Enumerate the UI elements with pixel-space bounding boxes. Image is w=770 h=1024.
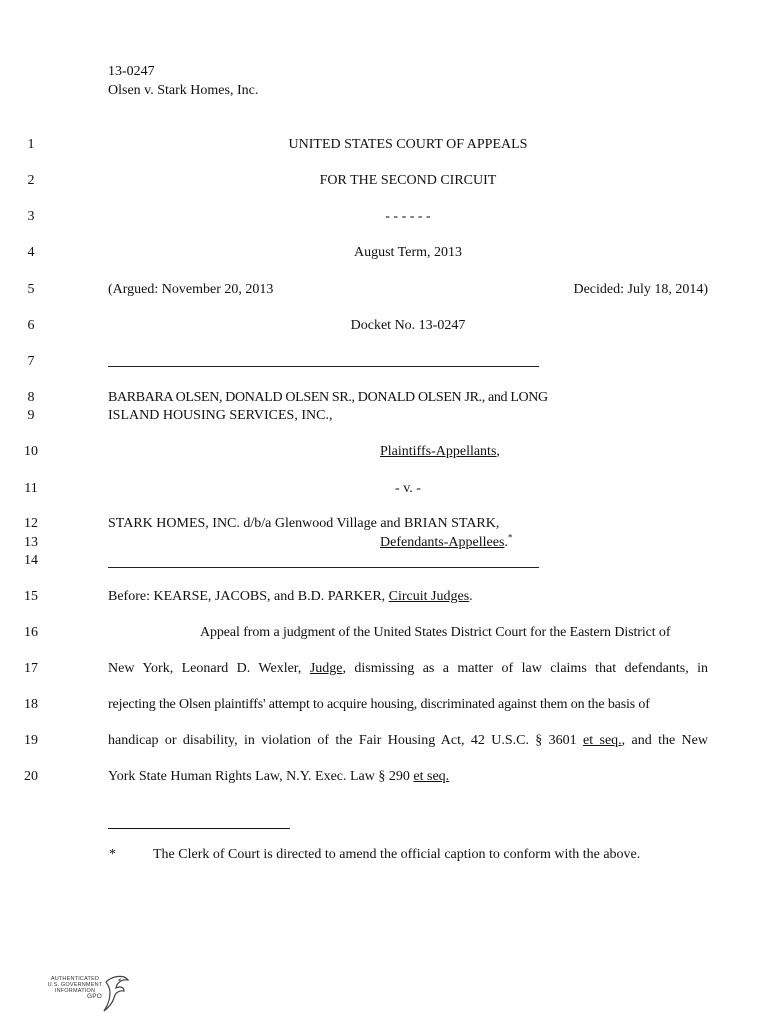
footnote-marker: * xyxy=(507,532,513,543)
logo-text xyxy=(44,976,106,1000)
circuit-name: FOR THE SECOND CIRCUIT xyxy=(319,173,497,188)
body-line-18: rejecting the Olsen plaintiffs' attempt to acquire housing, discriminated against them on the basis of xyxy=(108,697,650,712)
body-line-20-text: York State Human Rights Law, N.Y. Exec. Law § 290 xyxy=(108,769,414,784)
body-line-19-text-end: , and the New xyxy=(621,733,708,748)
plaintiffs-role-label: Plaintiffs-Appellants xyxy=(380,444,497,459)
body-line-19 xyxy=(108,733,708,749)
line-number: 8 xyxy=(27,390,35,405)
body-line-17 xyxy=(108,661,708,677)
logo-line: U.S. GOVERNMENT xyxy=(47,982,103,988)
footnote-rule xyxy=(108,828,290,829)
defendants-role xyxy=(380,532,513,551)
footnote-text: The Clerk of Court is directed to amend the official caption to conform with the above. xyxy=(153,847,641,862)
line-number: 12 xyxy=(24,516,38,531)
body-line-17-text-end: , dismissing as a matter of law claims that defendants, in xyxy=(342,661,708,676)
decided-date: Decided: July 18, 2014) xyxy=(573,282,708,297)
defendants-names: STARK HOMES, INC. d/b/a Glenwood Village and BRIAN STARK, xyxy=(108,516,500,531)
line-number: 5 xyxy=(27,282,35,297)
case-short-title: Olsen v. Stark Homes, Inc. xyxy=(108,83,259,98)
docket-reference: 13-0247 xyxy=(108,64,155,79)
body-line-19-text: handicap or disability, in violation of the Fair Housing Act, 42 U.S.C. § 3601 xyxy=(108,733,584,748)
argued-date: (Argued: November 20, 2013 xyxy=(108,282,274,297)
plaintiffs-role xyxy=(380,444,500,460)
line-number: 18 xyxy=(24,697,38,712)
line-number: 16 xyxy=(24,625,38,640)
line-number: 3 xyxy=(27,209,35,224)
line-number: 6 xyxy=(27,318,35,333)
docket-number: Docket No. 13-0247 xyxy=(350,318,466,333)
panel-judges-names: Before: KEARSE, JACOBS, and B.D. PARKER, xyxy=(108,589,389,604)
versus: - v. - xyxy=(395,481,421,496)
et-seq-citation: et seq. xyxy=(413,769,450,784)
gpo-authenticated-logo xyxy=(44,974,134,1014)
plaintiffs-role-suffix: , xyxy=(496,444,500,459)
line-number: 7 xyxy=(27,354,35,369)
body-line-20 xyxy=(108,769,449,785)
plaintiffs-names-line1: BARBARA OLSEN, DONALD OLSEN SR., DONALD OLSEN JR., and LONG xyxy=(108,390,548,405)
caption-separator: - - - - - - xyxy=(385,209,431,224)
logo-line: GPO xyxy=(86,993,102,1000)
line-number: 17 xyxy=(24,661,38,676)
line-number: 19 xyxy=(24,733,38,748)
caption-rule-bottom xyxy=(108,567,539,568)
defendants-role-label: Defendants-Appellees xyxy=(380,535,505,550)
line-number: 13 xyxy=(24,535,38,550)
body-line-17-text: New York, Leonard D. Wexler, xyxy=(108,661,310,676)
judge-title: Judge xyxy=(309,661,343,676)
footnote-mark: * xyxy=(109,847,116,862)
line-number: 14 xyxy=(24,553,38,568)
et-seq-citation: et seq. xyxy=(583,733,622,748)
line-number: 9 xyxy=(27,408,35,423)
panel-judges xyxy=(108,589,473,605)
line-number: 11 xyxy=(24,481,38,496)
line-number: 20 xyxy=(24,769,38,784)
logo-line: AUTHENTICATED xyxy=(50,976,100,982)
line-number: 2 xyxy=(27,173,35,188)
plaintiffs-names-line2: ISLAND HOUSING SERVICES, INC., xyxy=(108,408,333,423)
defendants-role-suffix: . xyxy=(504,535,508,550)
line-number: 1 xyxy=(27,137,35,152)
court-name: UNITED STATES COURT OF APPEALS xyxy=(288,137,528,152)
line-number: 10 xyxy=(24,444,38,459)
line-number: 15 xyxy=(24,589,38,604)
logo-line: INFORMATION xyxy=(54,988,96,994)
eagle-icon xyxy=(102,974,130,1014)
body-line-16: Appeal from a judgment of the United States District Court for the Eastern District of xyxy=(200,625,671,640)
line-number: 4 xyxy=(27,245,35,260)
caption-rule-top xyxy=(108,366,539,367)
term: August Term, 2013 xyxy=(353,245,463,260)
panel-judges-suffix: . xyxy=(469,589,473,604)
panel-judges-title: Circuit Judges xyxy=(388,589,470,604)
